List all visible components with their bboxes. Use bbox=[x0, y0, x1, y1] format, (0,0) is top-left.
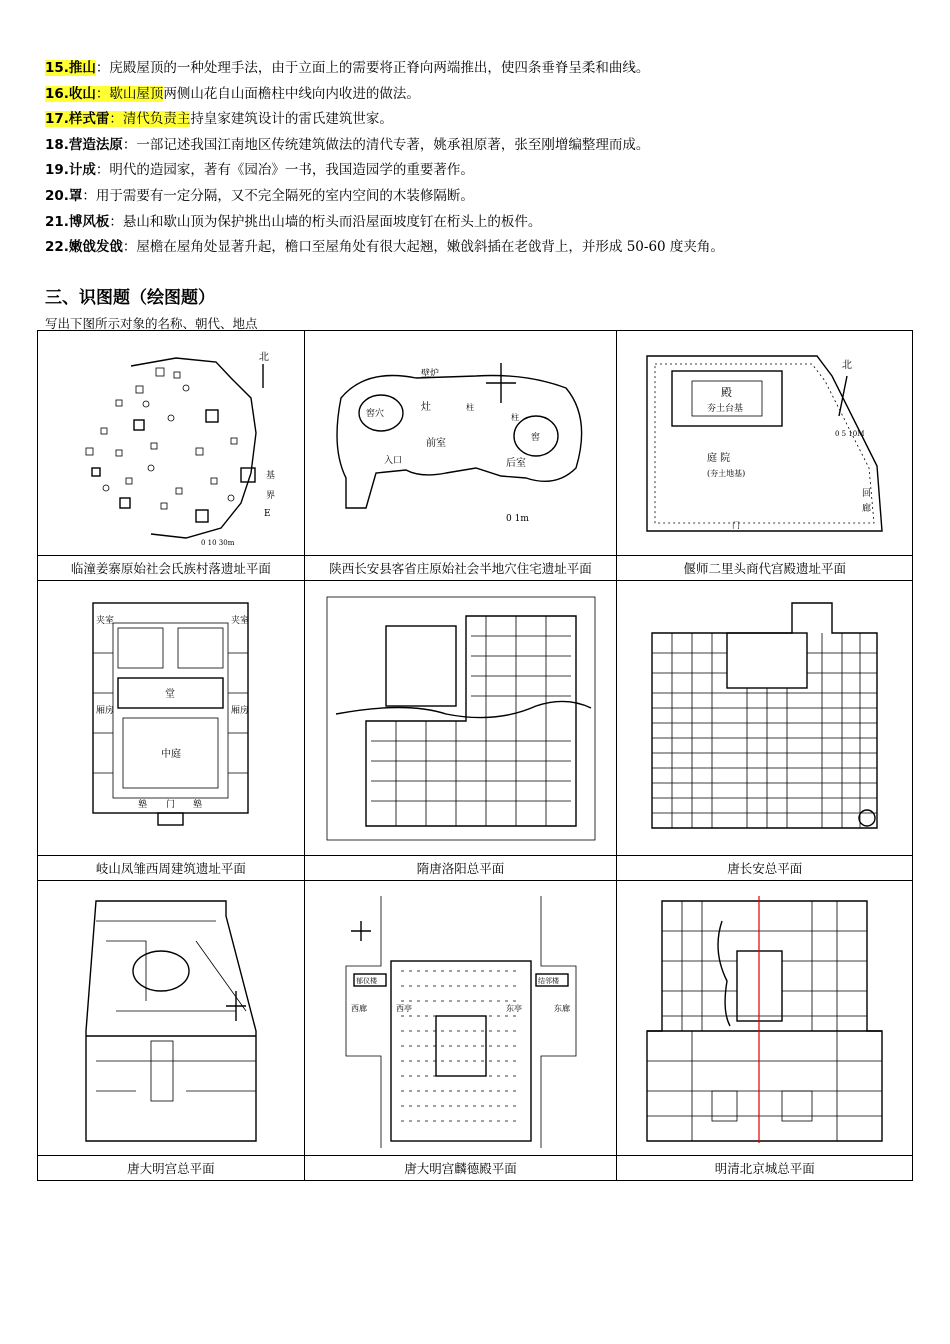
rear-court-right bbox=[178, 628, 223, 668]
colonnade bbox=[655, 364, 874, 523]
fig4-label: 中庭 bbox=[161, 749, 182, 760]
def-text: 悬山和歇山顶为保护挑出山墙的桁头而沿屋面坡度钉在桁头上的板件。 bbox=[122, 213, 542, 230]
map-label: 基 bbox=[265, 471, 275, 481]
def-sep: ： bbox=[95, 60, 110, 76]
def-text: 用于需要有一定分隔，又不完全隔死的室内空间的木装修隔断。 bbox=[95, 187, 474, 204]
def-term: 收山 bbox=[68, 85, 96, 102]
fig2-label: 后室 bbox=[505, 458, 526, 469]
def-number: 17. bbox=[45, 111, 69, 128]
fig4-label: 塾 bbox=[138, 800, 148, 810]
figure-caption: 唐大明宫总平面 bbox=[38, 1156, 305, 1181]
fig3-label: 北 bbox=[842, 359, 853, 371]
def-highlight: 歇山屋顶 bbox=[109, 85, 164, 102]
definition-item bbox=[45, 235, 905, 261]
erlitou-plan-drawing bbox=[637, 346, 892, 541]
screen-wall bbox=[158, 813, 183, 825]
def-number: 21. bbox=[45, 213, 69, 230]
figure-cell-beijing bbox=[617, 881, 913, 1156]
def-term: 营造法原 bbox=[68, 136, 123, 153]
definitions-list bbox=[45, 56, 905, 261]
def-number: 20. bbox=[45, 187, 69, 204]
definition-item bbox=[45, 82, 905, 108]
beijing-plan-drawing bbox=[642, 891, 887, 1146]
def-highlight: 清代负责主 bbox=[122, 111, 191, 128]
hanyuan-hall bbox=[151, 1041, 173, 1101]
enclosure-wall bbox=[647, 356, 882, 531]
def-text: 持皇家建筑设计的雷氏建筑世家。 bbox=[190, 111, 393, 128]
map-label: 界 bbox=[265, 491, 275, 501]
def-text: 一部记述我国江南地区传统建筑做法的清代专著，姚承祖原著，张至刚增编整理而成。 bbox=[136, 136, 650, 153]
definition-item bbox=[45, 133, 905, 159]
fig8-label: 结邻楼 bbox=[537, 976, 559, 985]
figure-cell-luoyang bbox=[304, 581, 617, 856]
luoyang-plan-drawing bbox=[326, 596, 596, 841]
figure-cell-erlitou bbox=[617, 331, 913, 556]
def-text: 两侧山花自山面檐柱中线向内收进的做法。 bbox=[163, 85, 420, 102]
fig2-label: 壁炉 bbox=[420, 369, 439, 379]
fig4-label: 堂 bbox=[165, 689, 176, 700]
fig4-label: 塾 bbox=[193, 800, 203, 810]
def-term: 嫩戗发戗 bbox=[68, 239, 123, 256]
figure-frame bbox=[327, 597, 595, 840]
def-term: 样式雷 bbox=[68, 111, 110, 128]
definition-item bbox=[45, 107, 905, 133]
fengchu-plan-drawing bbox=[83, 593, 258, 843]
fig3-label: (夯土地基) bbox=[707, 468, 746, 478]
xiannongtan bbox=[712, 1091, 737, 1121]
fig4-label: 厢房 bbox=[231, 706, 250, 716]
outer-outline bbox=[346, 896, 576, 1148]
figure-caption: 唐大明宫麟德殿平面 bbox=[304, 1156, 617, 1181]
temple-of-heaven bbox=[782, 1091, 812, 1121]
def-number: 16. bbox=[45, 85, 69, 102]
def-sep: ： bbox=[82, 187, 96, 204]
def-number: 15. bbox=[45, 60, 69, 76]
fig8-label: 郁仪楼 bbox=[355, 976, 377, 985]
def-term: 罩 bbox=[68, 187, 83, 204]
fig4-label: 门 bbox=[166, 800, 176, 810]
figure-cell-daming bbox=[38, 881, 305, 1156]
fig8-label: 东亭 bbox=[505, 1003, 522, 1013]
definition-item bbox=[45, 158, 905, 184]
def-text: 明代的造园家，著有《园冶》一书，我国造园学的重要著作。 bbox=[109, 162, 474, 179]
figure-table bbox=[37, 330, 913, 1181]
fig8-label: 东廊 bbox=[553, 1003, 570, 1013]
scale-label: 0 1m bbox=[505, 514, 529, 524]
figure-cell-fengchu bbox=[38, 581, 305, 856]
figure-cell-linde bbox=[304, 881, 617, 1156]
def-sep: ： bbox=[95, 162, 110, 179]
figure-caption: 临潼姜寨原始社会氏族村落遗址平面 bbox=[38, 556, 305, 581]
fig2-label: 前室 bbox=[425, 438, 446, 449]
qujiang-pond bbox=[859, 810, 875, 826]
instruction-text: 写出下图所示对象的名称、朝代、地点 bbox=[45, 316, 258, 331]
def-text: 庑殿屋顶的一种处理手法，由于立面上的需要将正脊向两端推出，使四条垂脊呈柔和曲线。 bbox=[109, 60, 650, 76]
def-term: 推山 bbox=[68, 60, 96, 76]
def-text: 屋檐在屋角处显著升起，檐口至屋角处有很大起翘，嫩戗斜插在老戗背上，并形成 50-60 度夹角。 bbox=[136, 239, 724, 256]
city-wall bbox=[652, 603, 877, 828]
hall-plinth bbox=[391, 961, 531, 1141]
lakes bbox=[718, 921, 730, 1026]
north-label: 北 bbox=[258, 352, 269, 363]
map-label: E bbox=[263, 509, 271, 519]
north-arrow-icon bbox=[351, 921, 371, 941]
figure-caption: 偃师二里头商代宫殿遗址平面 bbox=[617, 556, 913, 581]
fig3-label: 廊 bbox=[862, 503, 872, 514]
def-sep: ： bbox=[122, 239, 137, 256]
def-number: 18. bbox=[45, 136, 69, 153]
fig2-label: 入口 bbox=[383, 456, 402, 466]
figure-caption: 陕西长安县客省庄原始社会半地穴住宅遗址平面 bbox=[304, 556, 617, 581]
def-number: 19. bbox=[45, 162, 69, 179]
inner-court bbox=[113, 623, 228, 798]
def-sep: ： bbox=[109, 111, 123, 128]
palace-city bbox=[386, 626, 456, 706]
outer-city-wall bbox=[366, 616, 576, 826]
house-dots bbox=[86, 368, 255, 522]
def-term: 博风板 bbox=[68, 213, 110, 230]
def-sep: ： bbox=[122, 136, 137, 153]
section-heading: 三、识图题（绘图题） bbox=[45, 288, 215, 308]
jiangzhai-plan-drawing bbox=[56, 338, 286, 548]
fig2-label: 窖 bbox=[530, 433, 540, 443]
hearth-wall bbox=[486, 363, 516, 403]
luo-river bbox=[336, 701, 591, 717]
figure-caption: 明清北京城总平面 bbox=[617, 1156, 913, 1181]
fig8-label: 西廊 bbox=[350, 1003, 367, 1013]
palace-wall bbox=[86, 901, 256, 1141]
column-grid bbox=[401, 971, 521, 1121]
north-arrow-icon bbox=[839, 376, 847, 416]
def-number: 22. bbox=[45, 239, 69, 256]
fig3-label: 0 5 10M bbox=[835, 429, 865, 438]
linde-plan-drawing bbox=[336, 886, 586, 1151]
fig2-label: 柱 bbox=[465, 403, 474, 412]
fig3-label: 门 bbox=[732, 520, 741, 530]
fig3-label: 殿 bbox=[721, 385, 733, 399]
fig3-label: 夯土台基 bbox=[707, 403, 744, 414]
fig4-label: 厢房 bbox=[96, 706, 115, 716]
changan-plan-drawing bbox=[642, 593, 887, 843]
keshengzhuang-plan-drawing bbox=[326, 358, 596, 528]
palace-city bbox=[727, 633, 807, 688]
figure-caption: 唐长安总平面 bbox=[617, 856, 913, 881]
def-sep: ： bbox=[109, 213, 123, 230]
figure-cell-keshengzhuang bbox=[304, 331, 617, 556]
fig3-label: 庭 院 bbox=[707, 452, 731, 464]
figure-caption: 岐山凤雏西周建筑遗址平面 bbox=[38, 856, 305, 881]
def-term: 计成 bbox=[68, 162, 96, 179]
ditch-boundary bbox=[131, 358, 256, 538]
ward-grid bbox=[652, 633, 877, 828]
daming-plan-drawing bbox=[76, 891, 266, 1146]
north-arrow-icon bbox=[226, 991, 246, 1021]
taiye-pond bbox=[133, 951, 189, 991]
figure-caption: 隋唐洛阳总平面 bbox=[304, 856, 617, 881]
fig3-label: 回 bbox=[862, 488, 872, 499]
fig4-label: 夹室 bbox=[231, 616, 250, 626]
fig2-label: 窖穴 bbox=[365, 409, 384, 419]
def-sep: ： bbox=[95, 85, 110, 102]
fig2-label: 柱 bbox=[510, 413, 519, 422]
rear-court-left bbox=[118, 628, 163, 668]
scale-label: 0 10 30m bbox=[200, 539, 235, 547]
figure-cell-jiangzhai bbox=[38, 331, 305, 556]
figure-cell-changan bbox=[617, 581, 913, 856]
fig8-label: 西亭 bbox=[395, 1003, 412, 1013]
definition-item bbox=[45, 184, 905, 210]
fig2-label: 灶 bbox=[420, 402, 431, 413]
definition-item bbox=[45, 210, 905, 236]
fig4-label: 夹室 bbox=[96, 616, 115, 626]
definition-item bbox=[45, 56, 905, 82]
